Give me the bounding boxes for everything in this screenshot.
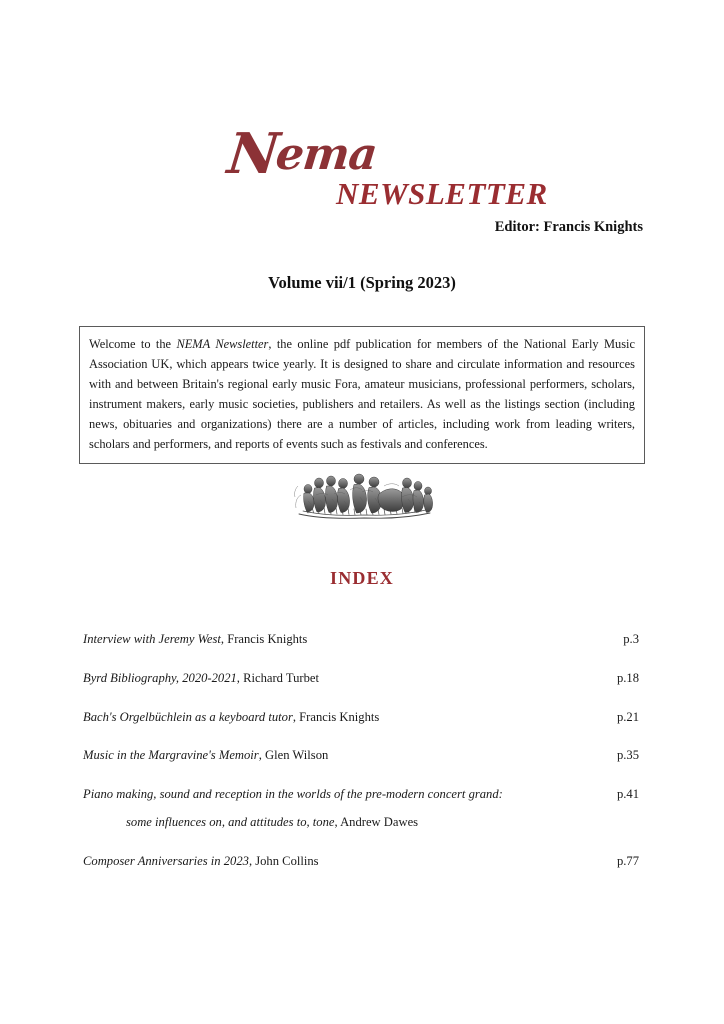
index-entry-text: [83, 669, 639, 687]
index-entry-title: Byrd Bibliography, 2020-2021: [83, 670, 237, 685]
index-entry-text: [83, 852, 639, 870]
index-entry-page: p.18: [616, 670, 639, 685]
index-entry-continuation-author: , Andrew Dawes: [334, 815, 419, 830]
index-entry-continuation: [83, 813, 639, 831]
index-entry[interactable]: [83, 669, 639, 687]
index-entry-page: p.3: [623, 632, 639, 646]
welcome-text-part2: , the online pdf publication for members of the National Early Music Association UK, which appears twice yearly. It is designed to share and circulate information and resources with and between Britain's regional early music Fora, amateur musicians, professional performers, scholars, instrument makers, early music societies, publishers and retailers. As well as the listings section (including news, obituaries and organizations) there are a number of articles, including work from leading writers, scholars and performers, and reports of events such as festivals and conferences.: [89, 337, 636, 452]
engraved-figures-ornament-icon: [286, 466, 442, 522]
index-entry[interactable]: [83, 785, 639, 832]
index-entry-title: Bach's Orgelbüchlein as a keyboard tutor: [83, 709, 293, 724]
index-entry[interactable]: [83, 852, 639, 870]
index-entry-title: Interview with Jeremy West: [83, 632, 221, 646]
welcome-text-part1: Welcome to the: [89, 337, 177, 351]
index-list: [83, 630, 639, 891]
index-entry-author: , Francis Knights: [220, 632, 308, 646]
index-entry-text: [83, 708, 639, 726]
welcome-publication-name: NEMA Newsletter: [176, 337, 269, 351]
index-entry-page: p.21: [616, 709, 639, 724]
nema-logo: [224, 121, 379, 187]
index-entry-title: Composer Anniversaries in 2023: [83, 854, 249, 868]
index-entry-title: Piano making, sound and reception in the worlds of the pre-modern concert grand:: [83, 787, 503, 801]
index-heading: INDEX: [329, 568, 394, 588]
index-entry-page: p.41: [616, 787, 639, 801]
index-entry-title: Music in the Margravine's Memoir: [83, 748, 259, 763]
index-entry[interactable]: [83, 708, 639, 726]
index-entry-text: [83, 746, 639, 764]
newsletter-wordmark: NEWSLETTER: [336, 176, 548, 211]
index-entry-page: p.77: [616, 854, 639, 868]
nema-logo-initial: N: [224, 121, 280, 187]
masthead: [0, 0, 724, 250]
index-entry-author: , Francis Knights: [292, 709, 380, 724]
index-entry-author: , Glen Wilson: [258, 748, 329, 763]
index-entry-text: [83, 630, 639, 648]
index-entry[interactable]: [83, 746, 639, 764]
index-entry-author: , Richard Turbet: [236, 670, 320, 685]
welcome-box: [79, 326, 645, 464]
welcome-paragraph: [89, 334, 635, 455]
index-entry-page: p.35: [616, 748, 639, 763]
index-entry-author: , John Collins: [248, 854, 319, 868]
nema-logo-rest: ema: [273, 129, 379, 180]
index-entry-continuation-title: some influences on, and attitudes to, tone: [126, 815, 335, 830]
volume-issue-line: Volume vii/1 (Spring 2023): [268, 273, 456, 292]
editor-credit: Editor: Francis Knights: [494, 219, 643, 235]
index-entry[interactable]: [83, 630, 639, 648]
index-entry-text: [83, 785, 639, 803]
